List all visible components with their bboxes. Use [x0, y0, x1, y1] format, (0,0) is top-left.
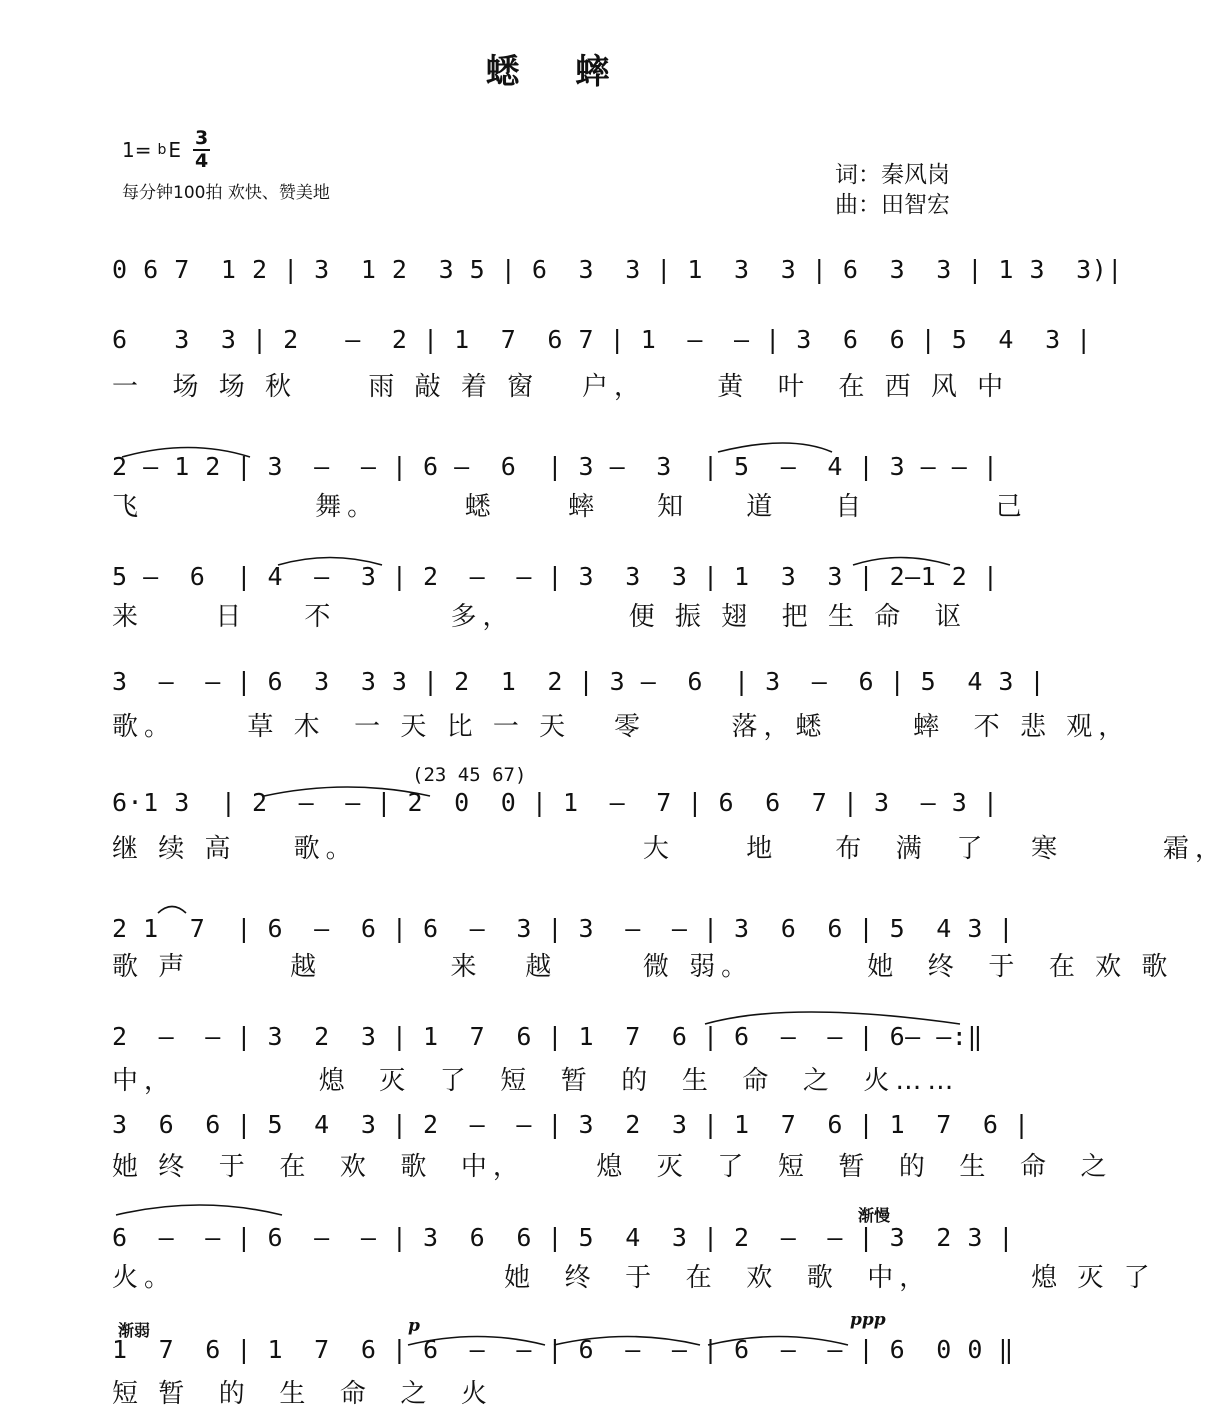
- lyrics-row: 中， 熄 灭 了 短 暂 的 生 命 之 火……: [112, 1066, 960, 1096]
- composer: 曲：田智宏: [835, 192, 950, 218]
- flat-sign: b: [157, 142, 167, 158]
- song-title: 蟋 蟀: [485, 52, 632, 92]
- lyrics-row: 飞 舞。 蟋 蟀 知 道 自 己: [112, 492, 1028, 522]
- tempo-marking: 每分钟100拍 欢快、赞美地: [122, 183, 330, 203]
- notes-row: 2 — — | 3 2 3 | 1 7 6 | 1 7 6 | 6 — — | 6— —:‖: [112, 1022, 983, 1051]
- notes-row: 2 — 1 2 | 3 — — | 6 — 6 | 3 — 3 | 5 — 4 | 3 — — |: [112, 452, 999, 481]
- notes-row: 3 6 6 | 5 4 3 | 2 — — | 3 2 3 | 1 7 6 | 1 7 6 |: [112, 1110, 1030, 1139]
- lyrics-row: 短 暂 的 生 命 之 火: [112, 1379, 493, 1409]
- notes-row: 5 — 6 | 4 — 3 | 2 — — | 3 3 3 | 1 3 3 | 2—1 2 |: [112, 562, 999, 591]
- time-signature-top: 3: [195, 127, 209, 149]
- lyrics-row: 歌 声 越 来 越 微 弱。 她 终 于 在 欢 歌: [112, 952, 1174, 982]
- lyrics-row: 火。 她 终 于 在 欢 歌 中， 熄 灭 了: [112, 1263, 1156, 1293]
- notes-row: 3 — — | 6 3 3 3 | 2 1 2 | 3 — 6 | 3 — 6 | 5 4 3 |: [112, 667, 1046, 696]
- notes-row: 6 3 3 | 2 — 2 | 1 7 6 7 | 1 — — | 3 6 6 | 5 4 3 |: [112, 325, 1092, 354]
- notes-row: 2 1 7 | 6 — 6 | 6 — 3 | 3 — — | 3 6 6 | 5 4 3 |: [112, 914, 1014, 943]
- lyrics-row: 她 终 于 在 欢 歌 中， 熄 灭 了 短 暂 的 生 命 之: [112, 1152, 1113, 1182]
- ritardando-marking: 渐慢: [858, 1206, 891, 1225]
- piano-dynamic: p: [408, 1316, 420, 1336]
- parenthesized-notes: (23 45 67): [412, 764, 527, 786]
- time-signature-bottom: 4: [195, 150, 209, 172]
- lyricist: 词：秦风岗: [835, 162, 950, 188]
- lyrics-row: 继 续 高 歌。 大 地 布 满 了 寒 霜，: [112, 834, 1227, 864]
- key-prefix: 1=: [122, 138, 152, 162]
- pianississimo-dynamic: ppp: [850, 1310, 886, 1330]
- key-tonic: E: [168, 138, 182, 162]
- lyrics-row: 歌。 草 木 一 天 比 一 天 零 落，蟋 蟀 不 悲 观，: [112, 712, 1131, 742]
- lyrics-row: 来 日 不 多， 便 振 翅 把 生 命 讴: [112, 602, 967, 632]
- notes-row: 1 7 6 | 1 7 6 | 6 — — | 6 — — | 6 — — | 6 0 0 ‖: [112, 1335, 1014, 1364]
- lyrics-row: 一 场 场 秋 雨 敲 着 窗 户， 黄 叶 在 西 风 中: [112, 372, 1010, 402]
- notes-row: 6 — — | 6 — — | 3 6 6 | 5 4 3 | 2 — — | 3 2 3 |: [112, 1223, 1014, 1252]
- diminuendo-marking: 渐弱: [118, 1321, 151, 1340]
- notes-row: 0 6 7 1 2 | 3 1 2 3 5 | 6 3 3 | 1 3 3 | 6 3 3 | 1 3 3)|: [112, 255, 1123, 284]
- notes-row: 6·1 3 | 2 — — | 2 0 0 | 1 — 7 | 6 6 7 | 3 — 3 |: [112, 788, 999, 817]
